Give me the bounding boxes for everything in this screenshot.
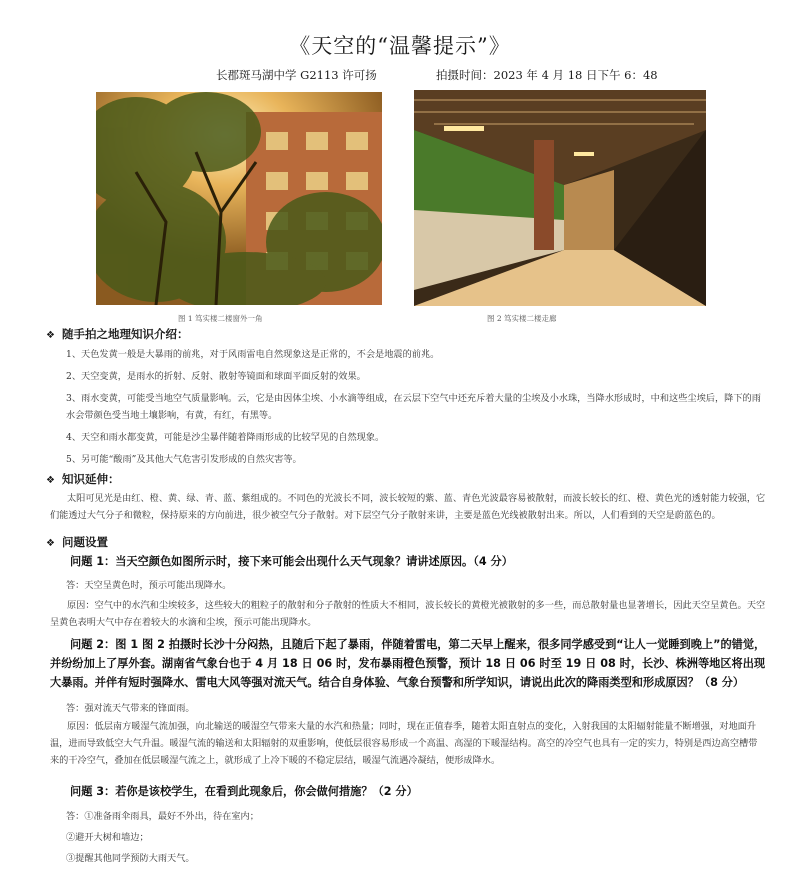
section-heading-questions (46, 534, 108, 550)
answer-1: 答：天空呈黄色时，预示可能出现降水。 (66, 580, 232, 591)
question-2: 问题 2：图 1 图 2 拍摄时长沙十分闷热，且随后下起了暴雨，伴随着雷电，第二天早上醒来，很多同学感受到“让人一觉睡到晚上”的错觉，并纷纷加上了厚外套。湖南省气象台也于 4 月 18 日 06 时，发布暴雨橙色预警，预计 18 日 06 时至 19 日 08 时，长沙、株洲等地区将出现大暴雨。并伴有短时强降水、雷电大风等强对流天气。结合自身体验、气象台预警和所学知识，请说出此次的降雨类型和形成原因？（8 分） (50, 638, 766, 689)
answer-2: 答：强对流天气带来的锋面雨。 (66, 703, 195, 714)
answer-3-item: 答：①准备雨伞雨具，最好不外出，待在室内； (66, 811, 259, 822)
knowledge-item: 4、天空和雨水都变黄，可能是沙尘暴伴随着降雨形成的比较罕见的自然现象。 (66, 432, 385, 443)
knowledge-item: 3、雨水变黄，可能受当地空气质量影响。云，它是由因体尘埃、小水滴等组成，在云层下空气中还充斥着大量的尘埃及小水珠，当降水形成时，中和这些尘埃后，降下的雨水会带颜色受当地土壤影响，有黄，有红，有黑等。 (66, 393, 761, 421)
extension-text: 太阳可见光是由红、橙、黄、绿、青、蓝、紫组成的。不同色的光波长不同，波长较短的紫、蓝、青色光波最容易被散射，而波长较长的红、橙、黄色光的透射能力较强，它们能透过大气分子和微粒，保持原来的方向前进，很少被空气分子散射。对下层空气分子散射来讲，主要是蓝色光线被散射出来。所以，人们看到的天空是蔚蓝色的。 (50, 493, 766, 521)
figure-1-photo (96, 92, 382, 305)
section-heading-text: 随手拍之地理知识介绍： (62, 327, 189, 341)
section-heading-knowledge (46, 326, 189, 342)
reason-2: 原因：低层南方暖湿气流加强，向北输送的暖湿空气带来大量的水汽和热量；同时，现在正值春季，随着太阳直射点的变化，入射我国的太阳辐射能量不断增强，对地面升温，进而导致低空大气升温。暖湿气流的输送和太阳辐射的双重影响，使低层很容易形成一个高温、高湿的下暖湿结构。高空的冷空气也具有一定的实力，特别是西边高空槽带来的干冷空气，叠加在低层暖湿气流之上，就形成了上冷下暖的不稳定层结，暖湿气流遇冷凝结，便形成降水。 (50, 721, 758, 766)
figure-2-caption: 图 2 笃实楼二楼走廊 (487, 314, 557, 323)
knowledge-item: 2、天空变黄，是雨水的折射、反射、散射等镜面和球面平面反射的效果。 (66, 371, 366, 382)
knowledge-item: 5、另可能“酸雨”及其他大气危害引发形成的自然灾害等。 (66, 454, 302, 465)
diamond-bullet-icon: ❖ (46, 330, 55, 341)
knowledge-item: 1、天色发黄一般是大暴雨的前兆，对于风雨雷电自然现象这是正常的，不会是地震的前兆。 (66, 349, 440, 360)
section-heading-text: 知识延伸： (62, 472, 120, 486)
photo-time: 拍摄时间：2023 年 4 月 18 日下午 6：48 (436, 68, 658, 82)
document-title: 《天空的“温馨提示”》 (289, 34, 511, 58)
answer-3-item: ③提醒其他同学预防大雨天气。 (66, 853, 195, 864)
question-1: 问题 1：当天空颜色如图所示时，接下来可能会出现什么天气现象？请讲述原因。（4 分） (70, 555, 513, 568)
section-heading-text: 问题设置 (62, 535, 109, 549)
figure-2-photo (414, 90, 706, 306)
diamond-bullet-icon: ❖ (46, 475, 55, 486)
diamond-bullet-icon: ❖ (46, 538, 55, 549)
answer-3-item: ②避开大树和墙边； (66, 832, 149, 843)
figure-1-caption: 图 1 笃实楼二楼窗外一角 (178, 314, 263, 323)
author-line: 长郡斑马湖中学 G2113 许可扬 (216, 68, 377, 82)
section-heading-extension (46, 471, 120, 487)
question-3: 问题 3：若你是该校学生，在看到此现象后，你会做何措施？（2 分） (70, 785, 418, 798)
reason-1: 原因：空气中的水汽和尘埃较多，这些较大的粗粒子的散射和分子散射的性质大不相同，波长较长的黄橙光被散射的多一些，而总散射量也显著增长，因此天空呈黄色。天空呈黄色表明大气中存在着较大的水滴和尘埃，预示可能出现降水。 (50, 600, 766, 628)
